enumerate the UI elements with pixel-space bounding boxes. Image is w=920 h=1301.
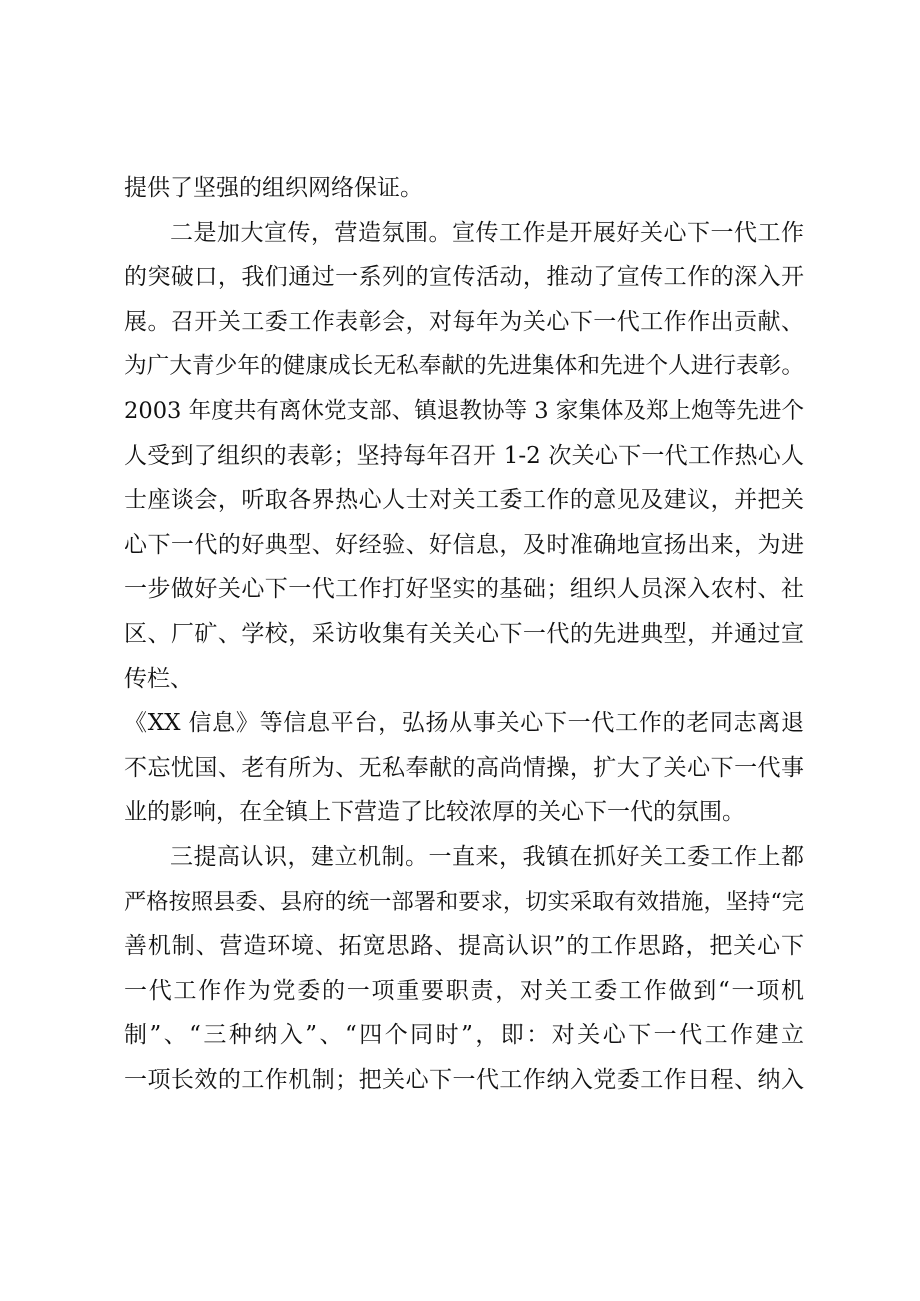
- text-line: 的突破口，我们通过一系列的宣传活动，推动了宣传工作的深入开: [124, 264, 804, 291]
- text-line: 人受到了组织的表彰；坚持每年召开 1-2 次关心下一代工作热心人: [124, 442, 804, 469]
- text-line: 为广大青少年的健康成长无私奉献的先进集体和先进个人进行表彰。: [124, 353, 804, 380]
- text-line: 不忘忧国、老有所为、无私奉献的高尚情操，扩大了关心下一代事: [124, 754, 804, 781]
- text-line: 一步做好关心下一代工作打好坚实的基础；组织人员深入农村、社: [124, 576, 804, 603]
- text-line: 《XX 信息》等信息平台，弘扬从事关心下一代工作的老同志离退: [124, 710, 804, 737]
- text-line: 一代工作作为党委的一项重要职责，对关工委工作做到“一项机: [124, 977, 804, 1004]
- body-text: [124, 166, 804, 1102]
- text-line: 提供了坚强的组织网络保证。: [124, 175, 423, 201]
- text-line: 善机制、营造环境、拓宽思路、提高认识”的工作思路，把关心下: [124, 933, 804, 960]
- text-line: 严格按照县委、县府的统一部署和要求，切实采取有效措施，坚持“完: [124, 888, 804, 915]
- text-line: 二是加大宣传，营造氛围。宣传工作是开展好关心下一代工作: [170, 219, 804, 246]
- text-line: 心下一代的好典型、好经验、好信息，及时准确地宣扬出来，为进: [124, 531, 804, 558]
- text-line: 一项长效的工作机制；把关心下一代工作纳入党委工作日程、纳入: [124, 1066, 804, 1093]
- text-line: 士座谈会，听取各界热心人士对关工委工作的意见及建议，并把关: [124, 487, 804, 514]
- text-line: 业的影响，在全镇上下营造了比较浓厚的关心下一代的氛围。: [124, 799, 745, 826]
- text-line: 展。召开关工委工作表彰会，对每年为关心下一代工作作出贡献、: [124, 308, 804, 335]
- text-line: 制”、“三种纳入”、“四个同时”，即：对关心下一代工作建立: [124, 1022, 804, 1049]
- text-line: 区、厂矿、学校，采访收集有关关心下一代的先进典型，并通过宣: [124, 620, 804, 647]
- text-line: 2003 年度共有离休党支部、镇退教协等 3 家集体及郑上炮等先进个: [124, 397, 804, 424]
- text-line: 三提高认识，建立机制。一直来，我镇在抓好关工委工作上都: [170, 843, 804, 870]
- text-line: 传栏、: [124, 665, 193, 692]
